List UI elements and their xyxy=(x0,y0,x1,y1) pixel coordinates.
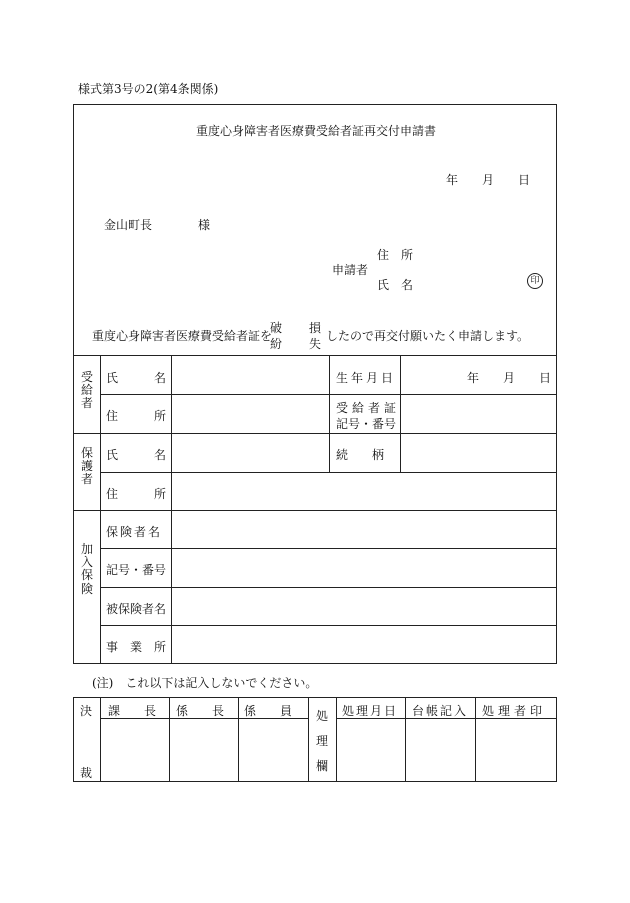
divider xyxy=(100,472,556,473)
divider xyxy=(329,355,330,472)
staff-header: 係 員 xyxy=(244,704,293,718)
divider xyxy=(308,698,309,781)
guardian-address-label: 住 所 xyxy=(106,487,167,501)
process-date-header: 処理月日 xyxy=(342,704,399,718)
reason-option1-top: 破 xyxy=(270,321,283,335)
application-form xyxy=(73,104,557,664)
form-number: 様式第3号の2(第4条関係) xyxy=(78,82,219,96)
ledger-entry-header: 台帳記入 xyxy=(412,704,469,718)
divider xyxy=(100,394,556,395)
reason-option2-top: 損 xyxy=(309,321,322,335)
divider xyxy=(100,698,101,781)
divider xyxy=(336,698,337,781)
divider xyxy=(238,698,239,781)
divider xyxy=(74,433,556,434)
divider xyxy=(100,587,556,588)
section-chief-header: 課 長 xyxy=(108,704,157,718)
insurer-name-label: 保険者名 xyxy=(106,525,163,539)
applicant-address-label: 住 所 xyxy=(377,248,414,262)
recipient-name-label: 氏 名 xyxy=(106,371,167,385)
guardian-relation-label: 続 柄 xyxy=(336,448,385,462)
recipient-group-label: 受給者 xyxy=(80,370,93,411)
cert-label-line2: 記号・番号 xyxy=(336,417,397,431)
recipient-address-label: 住 所 xyxy=(106,409,167,423)
insured-person-label: 被保険者名 xyxy=(106,602,167,616)
addressee: 金山町長 xyxy=(104,218,153,232)
note: (注) これ以下は記入しないでください。 xyxy=(92,676,318,690)
processing-column-label: 処理欄 xyxy=(315,709,328,774)
applicant-name-label: 氏 名 xyxy=(377,278,414,292)
divider xyxy=(400,355,401,472)
divider xyxy=(100,548,556,549)
divider xyxy=(405,698,406,781)
addressee-suffix: 様 xyxy=(198,218,211,232)
reason-suffix: したので再交付願いたく申請します。 xyxy=(326,329,530,343)
divider xyxy=(100,355,101,663)
reason-option1-bottom: 紛 xyxy=(270,337,283,351)
decision-label-top: 決 xyxy=(80,704,93,718)
processor-seal-header: 処理者印 xyxy=(482,704,547,718)
workplace-label: 事 業 所 xyxy=(106,640,167,654)
birth-date-label: 生年月日 xyxy=(336,371,397,385)
insurance-group-label: 加入保険 xyxy=(80,542,93,596)
date-line: 年 月 日 xyxy=(446,173,531,187)
cert-label-line1: 受給者証 xyxy=(336,401,401,415)
decision-label-bottom: 裁 xyxy=(80,766,93,780)
unit-chief-header: 係 長 xyxy=(176,704,225,718)
seal-icon: 印 xyxy=(527,273,543,289)
divider xyxy=(100,625,556,626)
reason-option2-bottom: 失 xyxy=(309,337,322,351)
divider xyxy=(74,510,556,511)
approval-table xyxy=(73,697,557,782)
birth-date-value: 年 月 日 xyxy=(467,371,552,385)
guardian-name-label: 氏 名 xyxy=(106,448,167,462)
divider xyxy=(171,355,172,663)
form-title: 重度心身障害者医療費受給者証再交付申請書 xyxy=(195,124,436,138)
reason-prefix: 重度心身障害者医療費受給者証を xyxy=(92,329,273,343)
divider xyxy=(74,355,556,356)
insurance-number-label: 記号・番号 xyxy=(106,563,167,577)
divider xyxy=(169,698,170,781)
applicant-role-label: 申請者 xyxy=(332,263,369,277)
divider xyxy=(475,698,476,781)
guardian-group-label: 保護者 xyxy=(80,446,93,487)
